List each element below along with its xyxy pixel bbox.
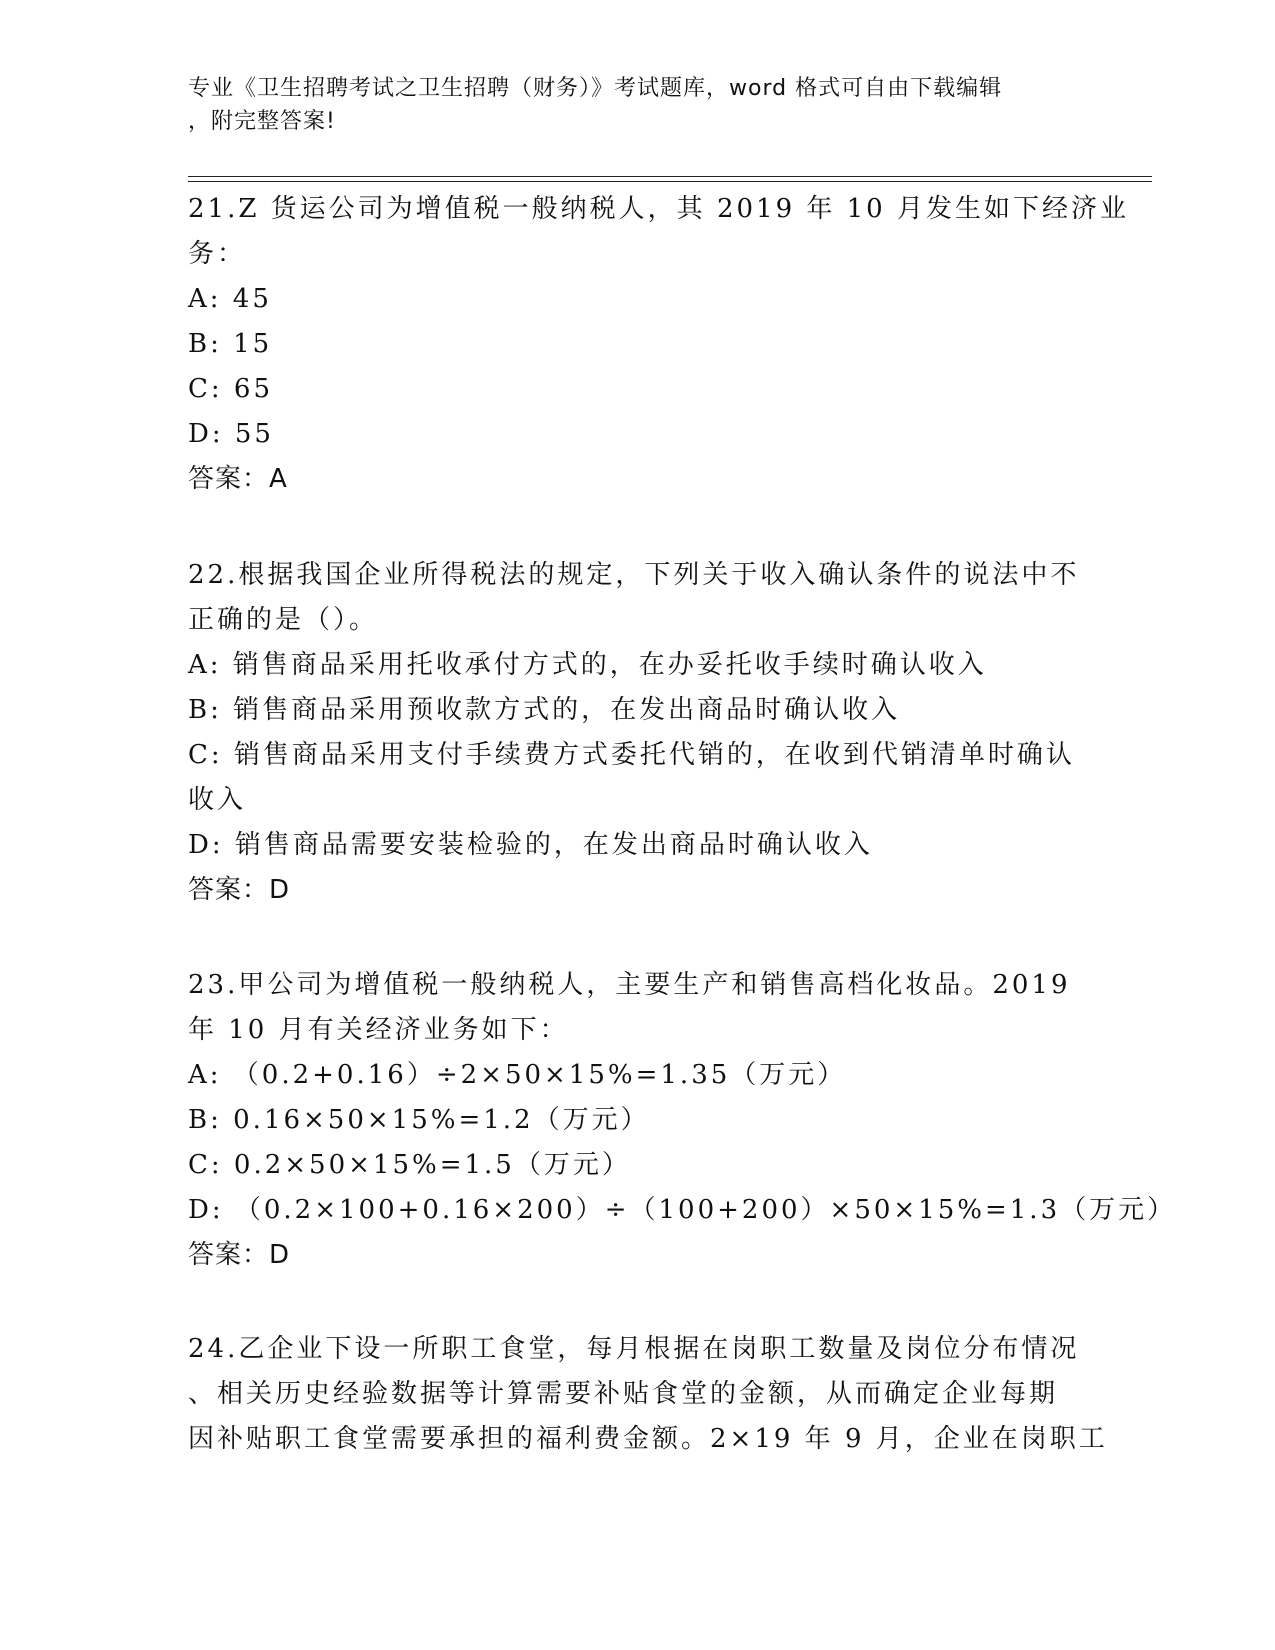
- question-stem-line: 务：: [188, 239, 247, 269]
- question-22: [188, 553, 1088, 913]
- header-divider-top: [188, 176, 1152, 177]
- option-b: B: 0.16×50×15%=1.2（万元）: [188, 1105, 650, 1135]
- option-c-continued: 收入: [188, 785, 247, 815]
- header-divider-bottom: [188, 181, 1152, 182]
- question-stem-line: 、相关历史经验数据等计算需要补贴食堂的金额，从而确定企业每期: [188, 1379, 1059, 1409]
- option-d: D: 55: [188, 419, 274, 449]
- question-stem-line: 年 10 月有关经济业务如下：: [188, 1015, 569, 1045]
- question-21: [188, 187, 1129, 502]
- option-d: D: （0.2×100+0.16×200）÷（100+200）×50×15%=1.3（万元）: [188, 1195, 1177, 1225]
- option-a: A: 45: [188, 284, 272, 314]
- header-line-2: ，附完整答案!: [188, 109, 336, 134]
- document-header: [188, 72, 1068, 138]
- option-c: C: 0.2×50×15%=1.5（万元）: [188, 1150, 631, 1180]
- question-stem-line: 24.乙企业下设一所职工食堂，每月根据在岗职工数量及岗位分布情况: [188, 1334, 1080, 1364]
- option-b: B: 销售商品采用预收款方式的，在发出商品时确认收入: [188, 695, 901, 725]
- question-stem-line: 21.Z 货运公司为增值税一般纳税人，其 2019 年 10 月发生如下经济业: [188, 194, 1129, 224]
- question-stem-line: 正确的是（）。: [188, 605, 379, 635]
- option-c: C: 65: [188, 374, 274, 404]
- option-b: B: 15: [188, 329, 273, 359]
- option-a: A: 销售商品采用托收承付方式的，在办妥托收手续时确认收入: [188, 650, 987, 680]
- option-d: D: 销售商品需要安装检验的，在发出商品时确认收入: [188, 830, 873, 860]
- answer: 答案：D: [188, 875, 291, 905]
- question-24: [188, 1327, 1108, 1462]
- answer: 答案：A: [188, 464, 288, 494]
- question-stem-line: 23.甲公司为增值税一般纳税人，主要生产和销售高档化妆品。2019: [188, 970, 1071, 1000]
- question-stem-line: 因补贴职工食堂需要承担的福利费金额。2×19 年 9 月，企业在岗职工: [188, 1424, 1108, 1454]
- header-line-1: 专业《卫生招聘考试之卫生招聘（财务）》考试题库，word 格式可自由下载编辑: [188, 76, 1003, 101]
- question-stem-line: 22.根据我国企业所得税法的规定，下列关于收入确认条件的说法中不: [188, 560, 1080, 590]
- answer: 答案：D: [188, 1240, 291, 1270]
- option-a: A: （0.2+0.16）÷2×50×15%=1.35（万元）: [188, 1060, 847, 1090]
- question-23: [188, 963, 1177, 1278]
- option-c: C: 销售商品采用支付手续费方式委托代销的，在收到代销清单时确认: [188, 740, 1075, 770]
